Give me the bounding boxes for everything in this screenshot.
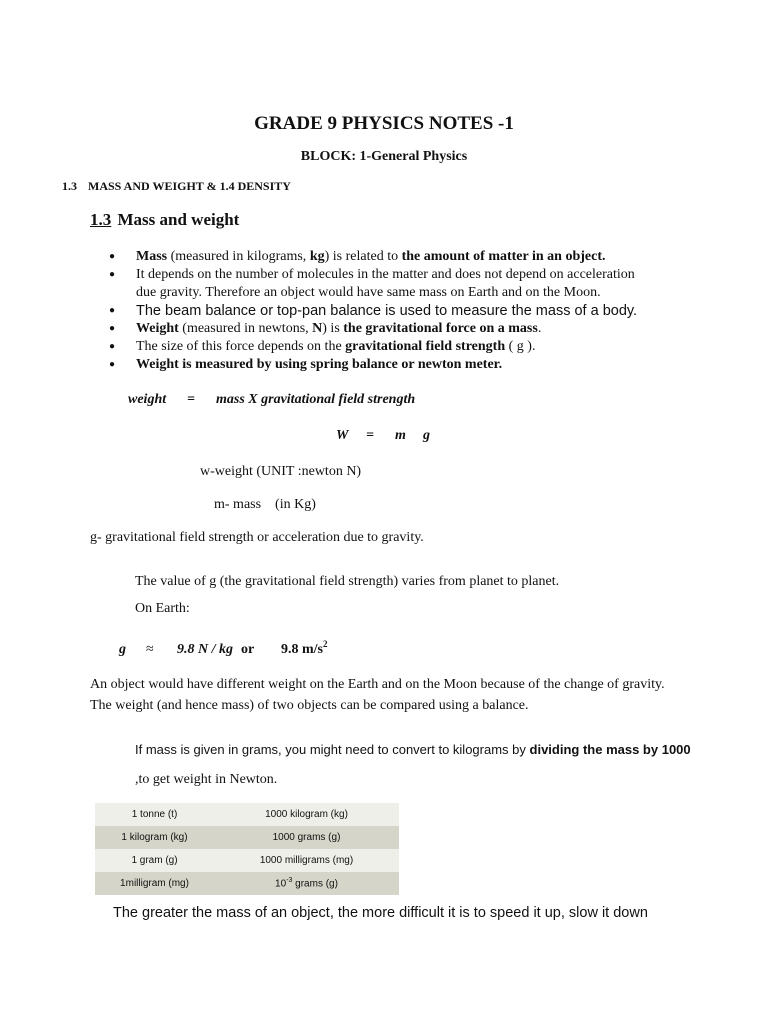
mass-inertia-text: The greater the mass of an object, the more difficult it is to speed it up, slow it down bbox=[113, 905, 648, 921]
page-title: GRADE 9 PHYSICS NOTES -1 bbox=[254, 113, 514, 134]
g-value: g ≈ 9.8 N / kg or 9.8 $m/s^2$ bbox=[119, 639, 328, 657]
g-varies-text: The value of g (the gravitational field strength) varies from planet to planet. bbox=[135, 574, 560, 589]
section-heading bbox=[62, 179, 291, 194]
section-number: 1.3 bbox=[62, 179, 77, 193]
list-item: ● The size of this force depends on the gravitational field strength ( g ). bbox=[109, 338, 709, 356]
table-row: 1 tonne (t) 1000 kilogram (kg) bbox=[95, 803, 399, 826]
block-subtitle: BLOCK: 1-General Physics bbox=[300, 149, 468, 164]
weight-formula: weight = mass X gravitational field strength bbox=[128, 392, 416, 407]
list-item: ● Weight is measured by using spring balance or newton meter. bbox=[109, 356, 709, 374]
bullet-list bbox=[109, 248, 709, 374]
g-definition: g- gravitational field strength or acceleration due to gravity. bbox=[90, 530, 424, 545]
weight-difference-paragraph: An object would have different weight on the Earth and on the Moon because of the change of gravity. The weight (and hence mass) of two objects can be compared using a balance. bbox=[90, 677, 665, 713]
subheading-text: Mass and weight bbox=[117, 210, 240, 229]
on-earth-label: On Earth: bbox=[135, 601, 190, 616]
subheading-number: 1.3 bbox=[90, 210, 112, 229]
unit-conversion-table bbox=[95, 803, 399, 895]
section-text: MASS AND WEIGHT & 1.4 DENSITY bbox=[88, 179, 291, 193]
list-item: ● The beam balance or top-pan balance is used to measure the mass of a body. bbox=[109, 302, 709, 320]
grams-conversion-paragraph: If mass is given in grams, you might need to convert to kilograms by dividing the mass by 1000 ,to get weight in Newton. bbox=[135, 742, 691, 787]
table-row: 1 gram (g) 1000 milligrams (mg) bbox=[95, 849, 399, 872]
list-item: ● Mass (measured in kilograms, kg) is related to the amount of matter in an object. bbox=[109, 248, 709, 266]
list-item: ● It depends on the number of molecules in the matter and does not depend on acceleration due gravity. Therefore an object would have same mass on Earth and on the Moon. bbox=[109, 266, 709, 302]
mass-definition: m- mass (in Kg) bbox=[214, 497, 316, 512]
list-item: ● Weight (measured in newtons, N) is the gravitational force on a mass. bbox=[109, 320, 709, 338]
weight-formula-symbols: W = m g bbox=[336, 428, 430, 443]
table-row: 1 kilogram (kg) 1000 grams (g) bbox=[95, 826, 399, 849]
weight-definition: w-weight (UNIT :newton N) bbox=[200, 464, 362, 479]
table-row: 1milligram (mg) $10^{-3}$ grams (g) bbox=[95, 872, 399, 895]
subheading bbox=[90, 210, 239, 230]
